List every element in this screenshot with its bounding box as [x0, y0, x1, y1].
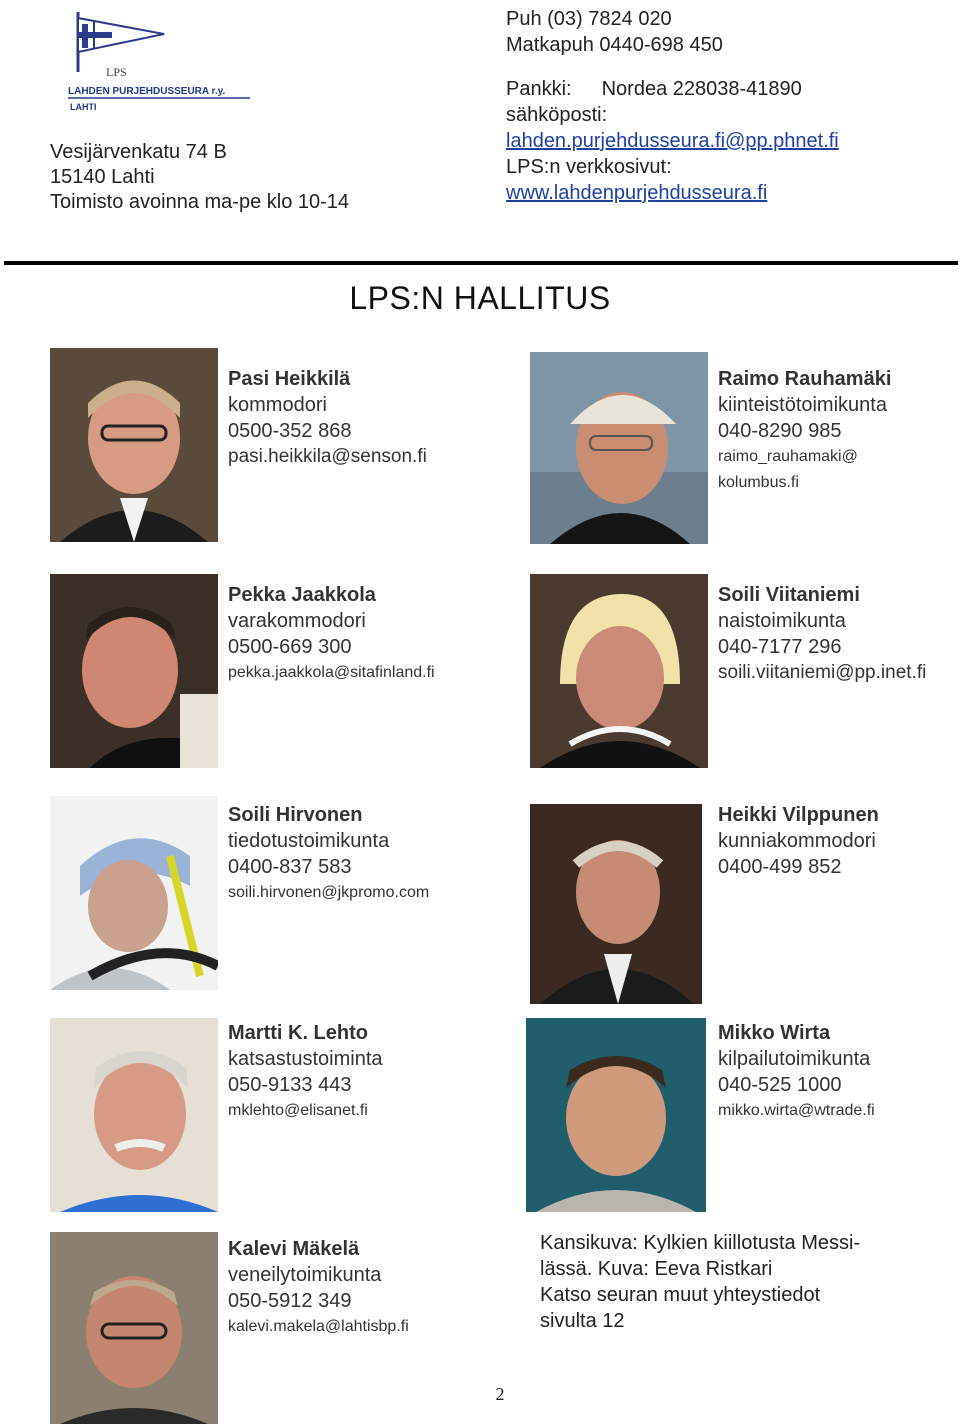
member-phone: 0400-837 583 — [228, 856, 352, 878]
member-name: Soili Hirvonen — [228, 804, 363, 826]
member-email[interactable]: kalevi.makela@lahtisbp.fi — [228, 1318, 409, 1335]
page-number: 2 — [495, 1384, 505, 1404]
member-card-martti-lehto — [228, 1020, 383, 1124]
mobile-line: Matkapuh 0440-698 450 — [506, 34, 723, 56]
member-role: naistoimikunta — [718, 610, 846, 632]
bank-line — [506, 76, 839, 102]
email-label: sähköposti: — [506, 104, 608, 126]
member-phone: 0500-352 868 — [228, 420, 352, 442]
member-email[interactable]: mklehto@elisanet.fi — [228, 1102, 368, 1119]
header-divider — [4, 261, 958, 265]
member-role: katsastustoiminta — [228, 1048, 383, 1070]
member-role: tiedotustoimikunta — [228, 830, 390, 852]
member-name: Mikko Wirta — [718, 1022, 831, 1044]
member-role: kommodori — [228, 394, 327, 416]
member-phone: 0500-669 300 — [228, 636, 352, 658]
member-photo-soili-hirvonen — [50, 796, 218, 990]
member-phone: 050-5912 349 — [228, 1290, 352, 1312]
office-hours: Toimisto avoinna ma-pe klo 10-14 — [50, 191, 350, 213]
svg-text:LAHTI: LAHTI — [70, 102, 97, 112]
member-role: varakommodori — [228, 610, 366, 632]
member-name: Martti K. Lehto — [228, 1022, 368, 1044]
member-email[interactable]: mikko.wirta@wtrade.fi — [718, 1102, 875, 1119]
member-card-soili-viitaniemi — [718, 582, 926, 686]
page-title: LPS:N HALLITUS — [349, 280, 611, 316]
member-card-pekka-jaakkola — [228, 582, 435, 686]
contact-info — [506, 6, 839, 206]
member-photo-martti-lehto — [50, 1018, 218, 1212]
member-name: Heikki Vilppunen — [718, 804, 879, 826]
club-address — [50, 140, 349, 215]
member-card-soili-hirvonen — [228, 802, 429, 906]
club-flag-logo — [64, 8, 260, 120]
member-name: Soili Viitaniemi — [718, 584, 860, 606]
club-website-link[interactable]: www.lahdenpurjehdusseura.fi — [506, 182, 768, 204]
member-photo-pasi-heikkila — [50, 348, 218, 542]
member-role: kunniakommodori — [718, 830, 876, 852]
address-street: Vesijärvenkatu 74 B — [50, 141, 227, 163]
bank-value: Nordea 228038-41890 — [601, 78, 802, 100]
member-photo-raimo-rauhamaki — [530, 352, 708, 544]
member-card-raimo-rauhamaki — [718, 366, 891, 496]
member-phone: 040-525 1000 — [718, 1074, 842, 1096]
member-card-kalevi-makela — [228, 1236, 409, 1340]
svg-text:LPS: LPS — [106, 65, 127, 79]
member-card-heikki-vilppunen — [718, 802, 879, 880]
member-photo-mikko-wirta — [526, 1018, 706, 1212]
club-logo — [64, 8, 260, 120]
member-email-continued[interactable]: kolumbus.fi — [718, 474, 799, 491]
member-role: kilpailutoimikunta — [718, 1048, 871, 1070]
phone-line: Puh (03) 7824 020 — [506, 8, 672, 30]
member-email[interactable]: soili.hirvonen@jkpromo.com — [228, 884, 430, 901]
member-email[interactable]: pekka.jaakkola@sitafinland.fi — [228, 664, 435, 681]
member-phone: 040-7177 296 — [718, 636, 842, 658]
note-line: Katso seuran muut yhteystiedot — [540, 1284, 821, 1306]
member-photo-kalevi-makela — [50, 1232, 218, 1424]
note-line: Kansikuva: Kylkien kiillotusta Messi- — [540, 1232, 861, 1254]
member-phone: 0400-499 852 — [718, 856, 842, 878]
member-name: Kalevi Mäkelä — [228, 1238, 360, 1260]
member-card-pasi-heikkila — [228, 366, 427, 470]
address-city: 15140 Lahti — [50, 166, 155, 188]
member-role: kiinteistötoimikunta — [718, 394, 887, 416]
svg-text:LAHDEN PURJEHDUSSEURA r.y.: LAHDEN PURJEHDUSSEURA r.y. — [68, 86, 226, 97]
web-label: LPS:n verkkosivut: — [506, 156, 672, 178]
member-email[interactable]: soili.viitaniemi@pp.inet.fi — [718, 662, 927, 683]
member-card-mikko-wirta — [718, 1020, 875, 1124]
member-photo-pekka-jaakkola — [50, 574, 218, 768]
member-name: Pekka Jaakkola — [228, 584, 376, 606]
member-photo-soili-viitaniemi — [530, 574, 708, 768]
member-phone: 050-9133 443 — [228, 1074, 352, 1096]
member-name: Pasi Heikkilä — [228, 368, 351, 390]
member-photo-heikki-vilppunen — [530, 804, 702, 1004]
club-email-link[interactable]: lahden.purjehdusseura.fi@pp.phnet.fi — [506, 130, 839, 152]
member-role: veneilytoimikunta — [228, 1264, 382, 1286]
member-name: Raimo Rauhamäki — [718, 368, 892, 390]
cover-note — [540, 1230, 860, 1334]
member-email[interactable]: pasi.heikkila@senson.fi — [228, 446, 427, 467]
member-email[interactable]: raimo_rauhamaki@ — [718, 448, 858, 465]
bank-label: Pankki: — [506, 78, 572, 100]
member-phone: 040-8290 985 — [718, 420, 842, 442]
note-line: lässä. Kuva: Eeva Ristkari — [540, 1258, 773, 1280]
note-line: sivulta 12 — [540, 1310, 625, 1332]
